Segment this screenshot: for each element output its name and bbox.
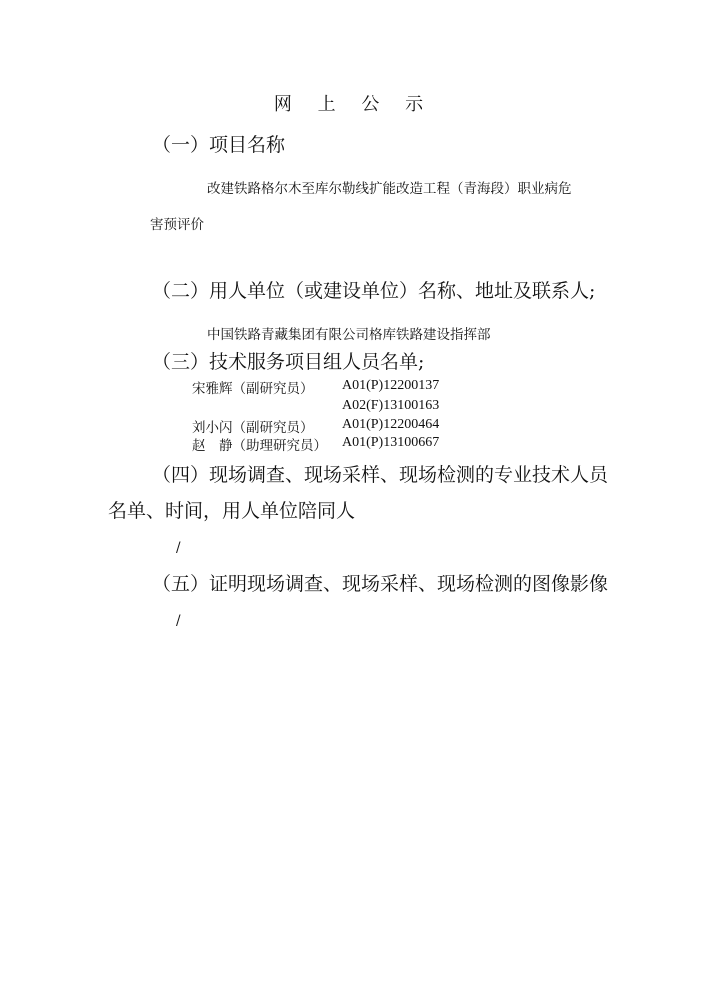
member-name: 刘小闪（副研究员） — [192, 420, 314, 436]
member-name: 宋雅辉（副研究员） — [192, 381, 314, 397]
section-5-content: / — [176, 613, 181, 629]
page-title: 网 上 公 示 — [273, 94, 434, 115]
project-name-line-1: 改建铁路格尔木至库尔勒线扩能改造工程（青海段）职业病危 — [207, 181, 572, 197]
member-code: A01(P)12200464 — [342, 417, 440, 432]
section-4-heading-line-1: （四）现场调查、现场采样、现场检测的专业技术人员 — [152, 464, 609, 486]
section-4-content: / — [176, 540, 181, 556]
section-5-heading: （五）证明现场调查、现场采样、现场检测的图像影像 — [152, 573, 609, 595]
member-code: A01(P)13100667 — [342, 435, 440, 450]
section-4-heading-line-2: 名单、时间，用人单位陪同人 — [108, 500, 356, 522]
employer-name: 中国铁路青藏集团有限公司格库铁路建设指挥部 — [207, 327, 491, 343]
section-1-heading: （一）项目名称 — [152, 134, 286, 156]
section-3-heading: （三）技术服务项目组人员名单; — [152, 351, 425, 373]
section-2-heading: （二）用人单位（或建设单位）名称、地址及联系人; — [152, 280, 596, 302]
member-code: A02(F)13100163 — [342, 398, 440, 413]
project-name-line-2: 害预评价 — [150, 217, 204, 233]
member-code: A01(P)12200137 — [342, 378, 440, 393]
member-name: 赵 静（助理研究员） — [192, 438, 327, 454]
